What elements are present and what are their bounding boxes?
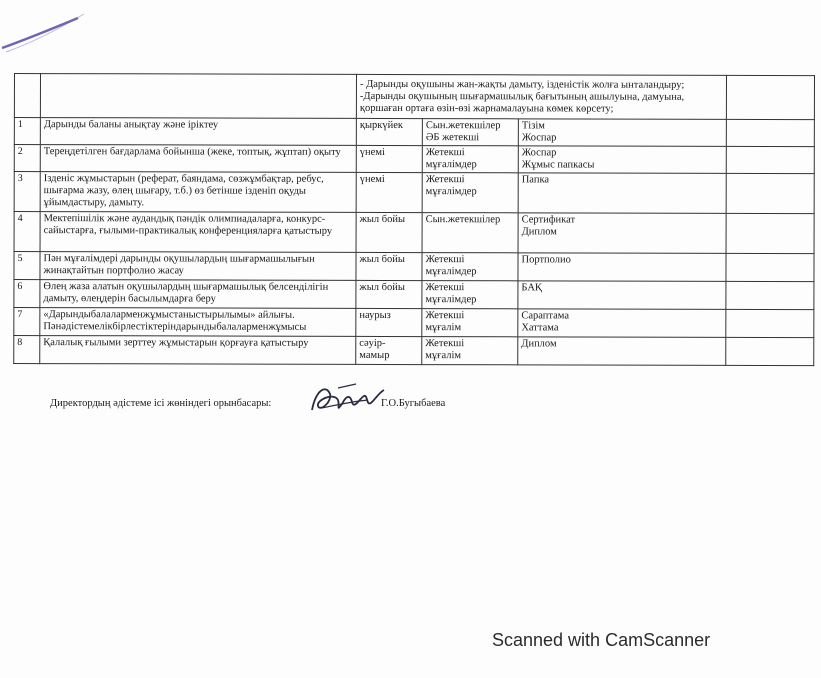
responsible-cell: Жетекші мұғалімдер [422, 253, 518, 281]
activity-plan-table [13, 73, 815, 366]
row-number: 6 [14, 280, 40, 308]
note-cell [726, 146, 814, 173]
result-cell: БАҚ [518, 281, 726, 310]
handwritten-signature [308, 380, 388, 420]
goals-text: - Дарынды оқушыны жан-жақты дамыту, ізденістік жолға ынталандыру; -Дарынды оқушының шығармашылық бағытының ашылуына, дамуына, қоршаған ортаға өзін-өзі жарнамалауына көмек көрсету; [356, 74, 726, 119]
row-number: 2 [14, 145, 40, 172]
responsible-cell: Жетекші мұғалім [422, 309, 518, 337]
result-cell: Папка [518, 173, 726, 214]
signature-position: Директордың әдістеме ісі жөніндегі орынбасары: [50, 398, 272, 409]
result-cell: Сараптама Хаттама [518, 309, 726, 338]
responsible-cell: Жетекші мұғалімдер [422, 173, 518, 213]
result-cell: Диплом [518, 337, 726, 366]
task-cell: Ізденіс жұмыстарын (реферат, баяндама, сөзжұмбақтар, ребус, шығарма жазу, өлең шығару, т.б.) өз бетінше ізденіп оқуды ұйымдастыру, дамыту. [40, 172, 356, 213]
table-row [14, 145, 814, 174]
signer-name: Г.О.Бугыбаева [381, 398, 446, 409]
task-cell: Тереңдетілген бағдарлама бойынша (жеке, топтық, жұптап) оқыту [40, 145, 356, 173]
table-row [14, 172, 814, 214]
pen-stroke-mark [0, 0, 90, 60]
task-cell: Өлең жаза алатын оқушылардың шығармашылық белсенділігін дамыту, өлеңдерін басылымдарға беру [40, 280, 356, 309]
result-cell: Сертификат Диплом [518, 213, 726, 254]
row-number: 5 [14, 252, 40, 280]
goals-blank-cell [40, 74, 356, 119]
table-row [14, 118, 814, 147]
note-cell [726, 213, 814, 253]
row-number: 4 [14, 212, 40, 252]
table-row [14, 280, 814, 310]
result-cell: Жоспар Жұмыс папкасы [518, 146, 726, 174]
table-row [14, 308, 814, 338]
note-cell [726, 253, 814, 281]
time-cell: сәуір- мамыр [356, 336, 422, 364]
responsible-cell: Сын.жетекшілер [422, 213, 518, 253]
result-cell: Портполио [518, 253, 726, 282]
note-cell [726, 119, 814, 146]
note-cell [726, 281, 814, 309]
note-cell [726, 309, 814, 337]
task-cell: «Дарындыбалаларменжұмыстаныстырылымы» айлығы. Пәнәдістемелікбірлестіктеріндарындыбалаларменжұмысы [40, 308, 356, 337]
table-row [14, 252, 814, 282]
time-cell: наурыз [356, 308, 422, 336]
row-number: 3 [14, 172, 40, 212]
goals-row [14, 74, 814, 120]
row-number: 8 [14, 336, 40, 364]
responsible-cell: Сын.жетекшілер ӘБ жетекші [422, 119, 518, 146]
responsible-cell: Жетекші мұғалім [422, 337, 518, 365]
note-cell [726, 173, 814, 213]
task-cell: Пән мұғалімдері дарынды оқушылардың шығармашылығын жинақтайтын портфолио жасау [40, 252, 356, 281]
note-cell [726, 337, 814, 365]
time-cell: үнемі [356, 172, 422, 212]
goals-num-cell [14, 74, 40, 118]
time-cell: жыл бойы [356, 252, 422, 280]
row-number: 1 [14, 118, 40, 145]
result-cell: Тізім Жоспар [518, 119, 726, 147]
camscanner-watermark: Scanned with CamScanner [492, 630, 711, 650]
responsible-cell: Жетекші мұғалімдер [422, 281, 518, 309]
row-number: 7 [14, 308, 40, 336]
time-cell: жыл бойы [356, 280, 422, 308]
task-cell: Мектепішілік және аудандық пәндік олимпиадаларға, конкурс-сайыстарға, ғылыми-практикалық конференцияларға қатыстыру [40, 212, 356, 253]
table-row [14, 212, 814, 254]
time-cell: жыл бойы [356, 212, 422, 252]
task-cell: Дарынды баланы анықтау және іріктеу [40, 118, 356, 146]
responsible-cell: Жетекші мұғалімдер [422, 146, 518, 173]
table-row [14, 336, 814, 366]
goals-tail-cell [726, 75, 814, 119]
task-cell: Қалалық ғылыми зерттеу жұмыстарын қорғауға қатыстыру [40, 336, 356, 365]
time-cell: қыркүйек [356, 118, 422, 145]
time-cell: үнемі [356, 145, 422, 172]
